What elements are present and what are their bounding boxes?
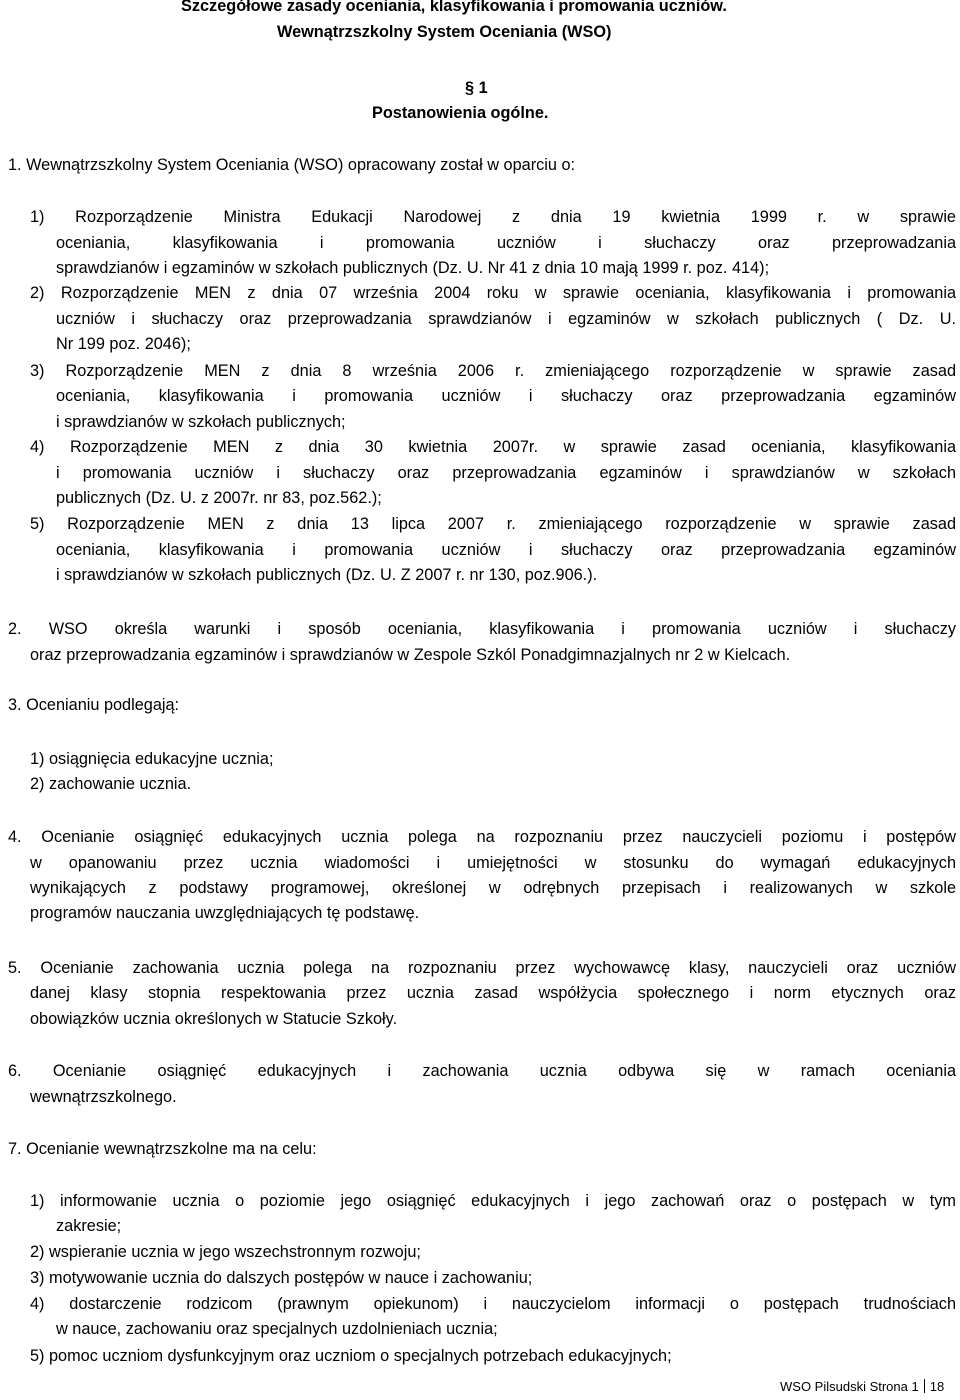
paragraph-line: 5. Ocenianie zachowania ucznia polega na rozpoznaniu przez wychowawcę klasy, nauczycieli oraz uczniów xyxy=(8,959,956,977)
paragraph-line: programów nauczania uwzględniających tę podstawę. xyxy=(30,904,420,922)
paragraph-line: wewnątrzszkolnego. xyxy=(30,1088,177,1106)
list-item-line: 2) zachowanie ucznia. xyxy=(30,775,192,793)
paragraph-line: 4. Ocenianie osiągnięć edukacyjnych ucznia polega na rozpoznaniu przez nauczycieli poziomu i postępów xyxy=(8,828,956,846)
list-item-line: 3) Rozporządzenie MEN z dnia 8 września 2006 r. zmieniającego rozporządzenie w sprawie zasad xyxy=(30,362,956,380)
list-item-line: 4) dostarczenie rodzicom (prawnym opiekunom) i nauczycielom informacji o postępach trudnościach xyxy=(30,1295,956,1313)
list-item-line: zakresie; xyxy=(56,1217,122,1235)
list-item-line: 1) informowanie ucznia o poziomie jego osiągnięć edukacyjnych i jego zachowań oraz o postępach w tym xyxy=(30,1192,956,1210)
paragraph-line: 2. WSO określa warunki i sposób oceniania, klasyfikowania i promowania uczniów i słuchaczy xyxy=(8,620,956,638)
list-item-line: 5) Rozporządzenie MEN z dnia 13 lipca 2007 r. zmieniającego rozporządzenie w sprawie zasad xyxy=(30,515,956,533)
footer-separator xyxy=(924,1379,925,1393)
paragraph-1-heading: 1. Wewnątrzszkolny System Oceniania (WSO) opracowany został w oparciu o: xyxy=(8,156,576,174)
list-item-line: 2) wspieranie ucznia w jego wszechstronnym rozwoju; xyxy=(30,1243,421,1261)
page-footer xyxy=(780,1378,944,1396)
list-item-line: uczniów i słuchaczy oraz przeprowadzania sprawdzianów i egzaminów w szkołach publicznych ( Dz. U. xyxy=(56,310,956,328)
list-item-line: 4) Rozporządzenie MEN z dnia 30 kwietnia 2007r. w sprawie zasad oceniania, klasyfikowania xyxy=(30,438,956,456)
paragraph-line: obowiązków ucznia określonych w Statucie Szkoły. xyxy=(30,1010,398,1028)
list-item-line: Nr 199 poz. 2046); xyxy=(56,335,191,353)
list-item-line: 2) Rozporządzenie MEN z dnia 07 września 2004 roku w sprawie oceniania, klasyfikowania i promowania xyxy=(30,284,956,302)
list-item-line: 1) Rozporządzenie Ministra Edukacji Narodowej z dnia 19 kwietnia 1999 r. w sprawie xyxy=(30,208,956,226)
list-item-line: publicznych (Dz. U. z 2007r. nr 83, poz.562.); xyxy=(56,489,382,507)
paragraph-line: oraz przeprowadzania egzaminów i sprawdzianów w Zespole Szkól Ponadgimnazjalnych nr 2 w Kielcach. xyxy=(30,646,791,664)
list-item-line: i sprawdzianów w szkołach publicznych; xyxy=(56,413,346,431)
paragraph-line: wynikających z podstawy programowej, określonej w odrębnych przepisach i realizowanych w szkole xyxy=(30,879,956,897)
list-item-line: oceniania, klasyfikowania i promowania uczniów i słuchaczy oraz przeprowadzania egzaminów xyxy=(56,541,956,559)
footer-page-total: 18 xyxy=(929,1379,945,1394)
footer-label: WSO Pilsudski Strona 1 xyxy=(780,1379,919,1394)
section-title: Postanowienia ogólne. xyxy=(372,104,549,122)
paragraph-line: w opanowaniu przez ucznia wiadomości i umiejętności w stosunku do wymagań edukacyjnych xyxy=(30,854,956,872)
paragraph-line: 3. Ocenianiu podlegają: xyxy=(8,696,180,714)
paragraph-line: danej klasy stopnia respektowania przez ucznia zasad współżycia społecznego i norm etycznych oraz xyxy=(30,984,956,1002)
document-title-line-1: Szczegółowe zasady oceniania, klasyfikowania i promowania uczniów. xyxy=(181,0,727,15)
list-item-line: i sprawdzianów w szkołach publicznych (Dz. U. Z 2007 r. nr 130, poz.906.). xyxy=(56,566,598,584)
section-number: § 1 xyxy=(465,79,488,97)
list-item-line: 5) pomoc uczniom dysfunkcyjnym oraz uczniom o specjalnych potrzebach edukacyjnych; xyxy=(30,1347,672,1365)
list-item-line: oceniania, klasyfikowania i promowania uczniów i słuchaczy oraz przeprowadzania egzaminów xyxy=(56,387,956,405)
list-item-line: i promowania uczniów i słuchaczy oraz przeprowadzania egzaminów i sprawdzianów w szkołach xyxy=(56,464,956,482)
list-item-line: w nauce, zachowaniu oraz specjalnych uzdolnieniach ucznia; xyxy=(56,1320,498,1338)
paragraph-line: 7. Ocenianie wewnątrzszkolne ma na celu: xyxy=(8,1140,317,1158)
paragraph-line: 6. Ocenianie osiągnięć edukacyjnych i zachowania ucznia odbywa się w ramach oceniania xyxy=(8,1062,956,1080)
list-item-line: sprawdzianów i egzaminów w szkołach publicznych (Dz. U. Nr 41 z dnia 10 mają 1999 r. poz. 414); xyxy=(56,259,770,277)
list-item-line: 3) motywowanie ucznia do dalszych postępów w nauce i zachowaniu; xyxy=(30,1269,533,1287)
list-item-line: 1) osiągnięcia edukacyjne ucznia; xyxy=(30,750,274,768)
list-item-line: oceniania, klasyfikowania i promowania uczniów i słuchaczy oraz przeprowadzania xyxy=(56,234,956,252)
document-title-line-2: Wewnątrzszkolny System Oceniania (WSO) xyxy=(277,23,612,41)
